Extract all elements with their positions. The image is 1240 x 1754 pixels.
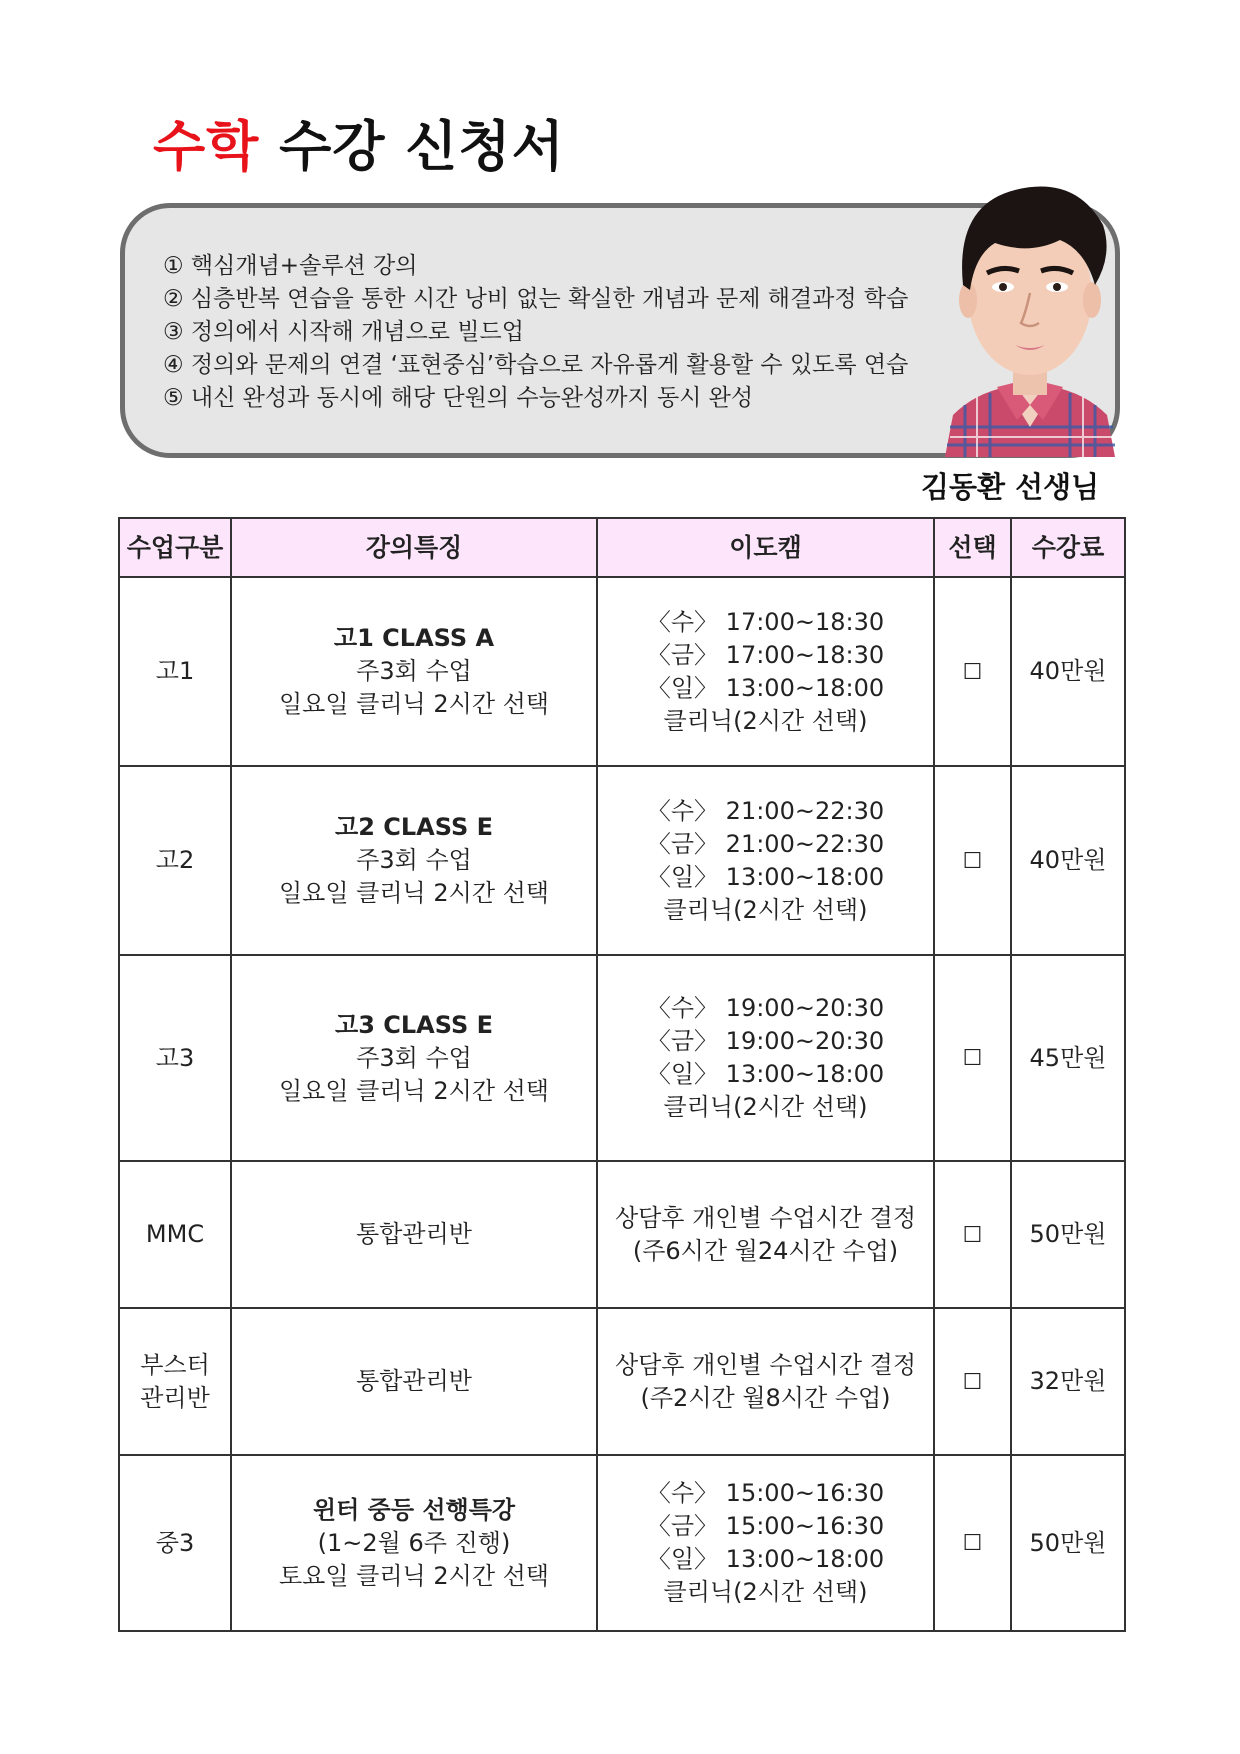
feature-cell bbox=[231, 1455, 597, 1631]
schedule-line: 상담후 개인별 수업시간 결정 bbox=[614, 1203, 917, 1232]
teacher-caricature-image bbox=[935, 165, 1125, 457]
fee-cell: 40만원 bbox=[1011, 577, 1125, 766]
select-checkbox[interactable]: ☐ bbox=[962, 1046, 983, 1071]
fee-cell: 50만원 bbox=[1011, 1161, 1125, 1308]
header-category: 수업구분 bbox=[119, 518, 231, 577]
feature-line: 일요일 클리닉 2시간 선택 bbox=[279, 879, 549, 907]
page-title bbox=[153, 112, 565, 182]
feature-item: ② 심층반복 연습을 통한 시간 낭비 없는 확실한 개념과 문제 해결과정 학습 bbox=[163, 286, 909, 312]
feature-item: ④ 정의와 문제의 연결 ‘표현중심’학습으로 자유롭게 활용할 수 있도록 연습 bbox=[163, 352, 909, 378]
schedule-line: 〈금〉 17:00~18:30 bbox=[646, 640, 885, 669]
schedule-line: 〈수〉 21:00~22:30 bbox=[646, 796, 885, 825]
feature-cell bbox=[231, 955, 597, 1161]
category-text: MMC bbox=[145, 1220, 205, 1248]
feature-item: ③ 정의에서 시작해 개념으로 빌드업 bbox=[163, 319, 524, 345]
feature-line: 일요일 클리닉 2시간 선택 bbox=[279, 690, 549, 718]
category-text: 중3 bbox=[155, 1528, 195, 1557]
fee-cell: 40만원 bbox=[1011, 766, 1125, 955]
select-cell bbox=[934, 955, 1011, 1161]
feature-line: 주3회 수업 bbox=[356, 657, 472, 685]
schedule-line: 〈금〉 19:00~20:30 bbox=[646, 1027, 885, 1055]
header-schedule: 이도캠 bbox=[597, 518, 934, 577]
schedule-line: 〈수〉 17:00~18:30 bbox=[646, 607, 885, 636]
select-cell bbox=[934, 1455, 1011, 1631]
category-text: 고2 bbox=[155, 846, 195, 874]
select-checkbox[interactable]: ☐ bbox=[962, 1531, 983, 1556]
select-checkbox[interactable]: ☐ bbox=[962, 659, 983, 685]
schedule-line: 상담후 개인별 수업시간 결정 bbox=[614, 1350, 917, 1379]
title-highlight: 수학 bbox=[153, 115, 260, 178]
schedule-cell bbox=[597, 577, 934, 766]
feature-item: ① 핵심개념+솔루션 강의 bbox=[163, 253, 418, 279]
schedule-line: 클리닉(2시간 선택) bbox=[663, 1578, 868, 1606]
category-text: 부스터 bbox=[140, 1350, 210, 1379]
table-row bbox=[119, 1455, 1125, 1631]
feature-title: 고3 CLASS E bbox=[335, 1010, 493, 1039]
category-cell bbox=[119, 1161, 231, 1308]
header-feature: 강의특징 bbox=[231, 518, 597, 577]
schedule-cell bbox=[597, 955, 934, 1161]
feature-line: (1~2월 6주 진행) bbox=[317, 1528, 511, 1557]
category-text: 고3 bbox=[155, 1043, 195, 1072]
feature-line: 일요일 클리닉 2시간 선택 bbox=[279, 1076, 549, 1105]
schedule-line: 클리닉(2시간 선택) bbox=[663, 1093, 868, 1121]
header-select: 선택 bbox=[934, 518, 1011, 577]
feature-line: 통합관리반 bbox=[356, 1367, 472, 1395]
schedule-line: 〈일〉 13:00~18:00 bbox=[646, 1545, 885, 1573]
category-text: 관리반 bbox=[140, 1383, 210, 1412]
schedule-cell bbox=[597, 1308, 934, 1455]
category-cell bbox=[119, 766, 231, 955]
category-cell bbox=[119, 577, 231, 766]
table-row bbox=[119, 766, 1125, 955]
schedule-line: 〈일〉 13:00~18:00 bbox=[646, 862, 885, 891]
table-row bbox=[119, 1308, 1125, 1455]
teacher-name: 김동환 선생님 bbox=[921, 470, 1100, 504]
header-fee: 수강료 bbox=[1011, 518, 1125, 577]
category-cell bbox=[119, 1308, 231, 1455]
select-checkbox[interactable]: ☐ bbox=[962, 848, 983, 874]
select-cell bbox=[934, 1308, 1011, 1455]
schedule-line: 〈수〉 19:00~20:30 bbox=[646, 994, 885, 1022]
schedule-cell bbox=[597, 1455, 934, 1631]
feature-cell bbox=[231, 577, 597, 766]
schedule-line: 〈일〉 13:00~18:00 bbox=[646, 673, 885, 702]
fee-cell: 32만원 bbox=[1011, 1308, 1125, 1455]
feature-cell bbox=[231, 766, 597, 955]
table-row bbox=[119, 577, 1125, 766]
feature-title: 고1 CLASS A bbox=[333, 624, 495, 652]
select-checkbox[interactable]: ☐ bbox=[962, 1222, 983, 1248]
feature-line: 통합관리반 bbox=[356, 1220, 472, 1248]
table-header-row bbox=[119, 518, 1125, 577]
feature-cell bbox=[231, 1308, 597, 1455]
schedule-line: 〈수〉 15:00~16:30 bbox=[646, 1479, 885, 1507]
feature-list bbox=[163, 250, 908, 415]
table-row bbox=[119, 1161, 1125, 1308]
category-text: 고1 bbox=[155, 657, 195, 685]
course-table bbox=[118, 517, 1126, 1632]
category-cell bbox=[119, 955, 231, 1161]
schedule-line: (주6시간 월24시간 수업) bbox=[632, 1236, 899, 1265]
schedule-line: 〈일〉 13:00~18:00 bbox=[646, 1060, 885, 1088]
table-row bbox=[119, 955, 1125, 1161]
schedule-line: 클리닉(2시간 선택) bbox=[663, 895, 868, 924]
feature-line: 토요일 클리닉 2시간 선택 bbox=[279, 1561, 549, 1590]
schedule-cell bbox=[597, 766, 934, 955]
schedule-cell bbox=[597, 1161, 934, 1308]
feature-line: 주3회 수업 bbox=[356, 846, 472, 874]
select-cell bbox=[934, 1161, 1011, 1308]
feature-cell bbox=[231, 1161, 597, 1308]
schedule-line: 〈금〉 21:00~22:30 bbox=[646, 829, 885, 858]
feature-line: 주3회 수업 bbox=[356, 1043, 472, 1072]
select-checkbox[interactable]: ☐ bbox=[962, 1369, 983, 1395]
schedule-line: (주2시간 월8시간 수업) bbox=[640, 1383, 891, 1412]
feature-title: 윈터 중등 선행특강 bbox=[312, 1495, 516, 1524]
fee-cell: 45만원 bbox=[1011, 955, 1125, 1161]
schedule-line: 클리닉(2시간 선택) bbox=[663, 706, 868, 735]
select-cell bbox=[934, 577, 1011, 766]
schedule-line: 〈금〉 15:00~16:30 bbox=[646, 1512, 885, 1540]
title-rest: 수강 신청서 bbox=[279, 115, 565, 178]
fee-cell: 50만원 bbox=[1011, 1455, 1125, 1631]
category-cell bbox=[119, 1455, 231, 1631]
select-cell bbox=[934, 766, 1011, 955]
feature-title: 고2 CLASS E bbox=[335, 813, 493, 841]
feature-item: ⑤ 내신 완성과 동시에 해당 단원의 수능완성까지 동시 완성 bbox=[163, 385, 754, 411]
